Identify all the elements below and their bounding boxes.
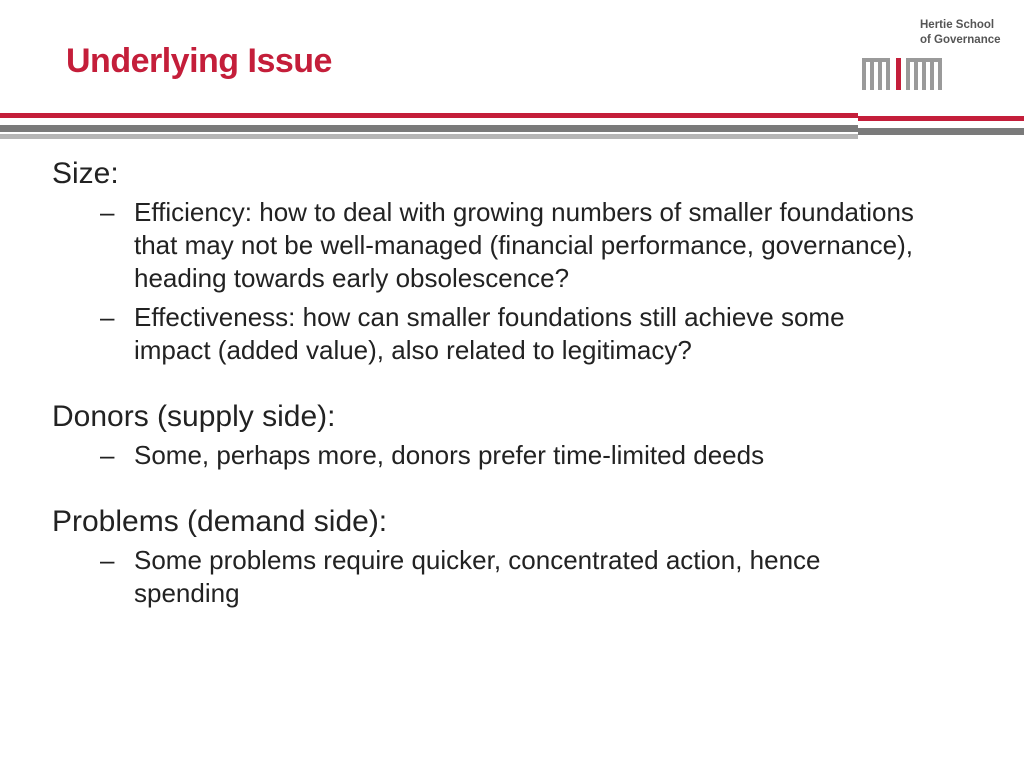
bullet-text: Efficiency: how to deal with growing numbers of smaller foundations that may not be well-managed (financial performance, governance), heading towards early obsolescence? — [134, 197, 914, 293]
bullet-text: Some problems require quicker, concentrated action, hence spending — [134, 545, 821, 608]
slide-title: Underlying Issue — [66, 42, 332, 80]
section-size — [52, 154, 952, 367]
header-rule-red-right — [858, 116, 1024, 121]
list-item — [100, 301, 952, 367]
header-rule-gray-right — [858, 128, 1024, 135]
logo-line-1: Hertie School — [920, 19, 995, 31]
logo-wordmark — [920, 18, 1001, 48]
bullet-dash: – — [100, 302, 115, 332]
section-heading: Size: — [52, 157, 119, 190]
logo-line-2: of Governance — [920, 34, 1001, 46]
bullet-text: Effectiveness: how can smaller foundations still achieve some impact (added value), also related to legitimacy? — [134, 302, 845, 365]
list-item — [100, 196, 952, 295]
list-item — [100, 439, 952, 472]
header-rule-gray — [0, 125, 858, 132]
section-problems — [52, 502, 952, 610]
header-rule-light-gray — [0, 134, 858, 139]
slide-body — [52, 154, 952, 640]
hertie-logo-icon — [862, 56, 944, 90]
bullet-text: Some, perhaps more, donors prefer time-limited deeds — [134, 440, 765, 470]
section-donors — [52, 397, 952, 472]
header-rule-red — [0, 113, 858, 118]
bullet-dash: – — [100, 545, 115, 575]
section-heading: Problems (demand side): — [52, 505, 388, 538]
bullet-dash: – — [100, 197, 115, 227]
bullet-dash: – — [100, 440, 115, 470]
list-item — [100, 544, 952, 610]
section-heading: Donors (supply side): — [52, 400, 336, 433]
